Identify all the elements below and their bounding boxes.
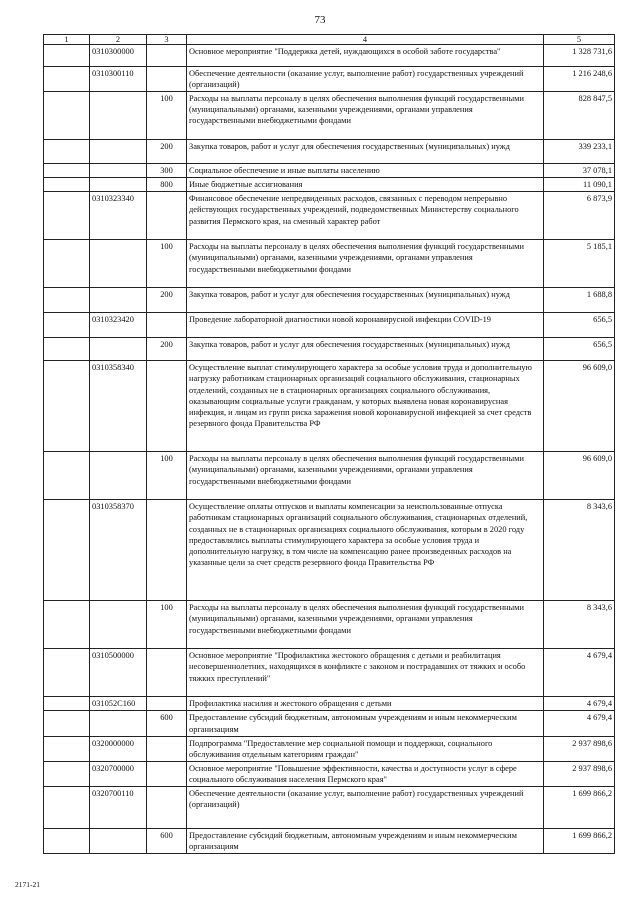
row-number-cell (44, 338, 90, 361)
expense-type-cell (147, 500, 187, 601)
target-code-cell (90, 338, 147, 361)
row-number-cell (44, 92, 90, 140)
target-code-cell (90, 140, 147, 164)
target-code-cell: 0310358370 (90, 500, 147, 601)
amount-cell: 6 873,9 (544, 192, 615, 240)
table-row (44, 736, 615, 761)
target-code-cell: 0320700110 (90, 787, 147, 829)
expense-type-cell (147, 313, 187, 338)
amount-cell: 828 847,5 (544, 92, 615, 140)
expense-type-cell: 600 (147, 829, 187, 854)
table-body (44, 45, 615, 854)
row-number-cell (44, 829, 90, 854)
amount-cell: 8 343,6 (544, 500, 615, 601)
header-col-2: 2 (90, 35, 147, 45)
row-number-cell (44, 601, 90, 649)
target-code-cell (90, 452, 147, 500)
row-number-cell (44, 500, 90, 601)
description-cell: Финансовое обеспечение непредвиденных расходов, связанных с переводом непрерывно действующих государственных учреждений, подведомственных Министерству социального развития Пермского края, на сменный характер работ (187, 192, 544, 240)
table-row (44, 140, 615, 164)
expense-type-cell: 100 (147, 92, 187, 140)
expense-type-cell (147, 787, 187, 829)
target-code-cell: 0310300000 (90, 45, 147, 67)
row-number-cell (44, 361, 90, 452)
table-row (44, 452, 615, 500)
amount-cell: 2 937 898,6 (544, 761, 615, 786)
description-cell: Обеспечение деятельности (оказание услуг, выполнение работ) государственных учреждений (организаций) (187, 67, 544, 92)
description-cell: Предоставление субсидий бюджетным, автономным учреждениям и иным некоммерческим организациям (187, 711, 544, 736)
table-row (44, 164, 615, 178)
row-number-cell (44, 697, 90, 711)
expense-type-cell: 100 (147, 240, 187, 288)
row-number-cell (44, 288, 90, 313)
row-number-cell (44, 649, 90, 697)
description-cell: Основное мероприятие "Повышение эффективности, качества и доступности услуг в сфере социального обслуживания населения Пермского края" (187, 761, 544, 786)
table-row (44, 649, 615, 697)
amount-cell: 96 609,0 (544, 361, 615, 452)
description-cell: Проведение лабораторной диагностики новой коронавирусной инфекции COVID-19 (187, 313, 544, 338)
row-number-cell (44, 164, 90, 178)
expense-type-cell (147, 361, 187, 452)
footer-code: 2171-21 (15, 880, 40, 889)
description-cell: Социальное обеспечение и иные выплаты населению (187, 164, 544, 178)
expense-type-cell: 100 (147, 601, 187, 649)
target-code-cell: 0310500000 (90, 649, 147, 697)
amount-cell: 339 233,1 (544, 140, 615, 164)
table-row (44, 697, 615, 711)
amount-cell: 96 609,0 (544, 452, 615, 500)
target-code-cell: 0310300110 (90, 67, 147, 92)
header-col-4: 4 (187, 35, 544, 45)
header-col-5: 5 (544, 35, 615, 45)
description-cell: Основное мероприятие "Профилактика жестокого обращения с детьми и реабилитация несовершеннолетних, находящихся в конфликте с законом и пострадавших от тяжких и особо тяжких преступлений" (187, 649, 544, 697)
table-row (44, 711, 615, 736)
expense-type-cell: 600 (147, 711, 187, 736)
table-row (44, 192, 615, 240)
target-code-cell (90, 601, 147, 649)
header-col-1: 1 (44, 35, 90, 45)
description-cell: Подпрограмма "Предоставление мер социальной помощи и поддержки, социального обслуживания отдельным категориям граждан" (187, 736, 544, 761)
table-row (44, 288, 615, 313)
row-number-cell (44, 787, 90, 829)
page-number: 73 (314, 14, 326, 26)
table-row (44, 500, 615, 601)
description-cell: Иные бюджетные ассигнования (187, 178, 544, 192)
row-number-cell (44, 711, 90, 736)
description-cell: Расходы на выплаты персоналу в целях обеспечения выполнения функций государственными (муниципальными) органами, казенными учреждениями, органами управления государственными внебюджетными фондами (187, 601, 544, 649)
description-cell: Расходы на выплаты персоналу в целях обеспечения выполнения функций государственными (муниципальными) органами, казенными учреждениями, органами управления государственными внебюджетными фондами (187, 240, 544, 288)
amount-cell: 656,5 (544, 338, 615, 361)
row-number-cell (44, 452, 90, 500)
table-row (44, 338, 615, 361)
expense-type-cell (147, 649, 187, 697)
amount-cell: 2 937 898,6 (544, 736, 615, 761)
row-number-cell (44, 45, 90, 67)
target-code-cell (90, 288, 147, 313)
table-row (44, 787, 615, 829)
expense-type-cell (147, 736, 187, 761)
row-number-cell (44, 761, 90, 786)
expense-type-cell (147, 761, 187, 786)
target-code-cell: 0310323340 (90, 192, 147, 240)
expense-type-cell: 800 (147, 178, 187, 192)
row-number-cell (44, 67, 90, 92)
table-row (44, 67, 615, 92)
table-row (44, 92, 615, 140)
description-cell: Расходы на выплаты персоналу в целях обеспечения выполнения функций государственными (муниципальными) органами, казенными учреждениями, органами управления государственными внебюджетными фондами (187, 92, 544, 140)
amount-cell: 37 078,1 (544, 164, 615, 178)
row-number-cell (44, 240, 90, 288)
amount-cell: 1 328 731,6 (544, 45, 615, 67)
expense-type-cell (147, 697, 187, 711)
target-code-cell: 031052С160 (90, 697, 147, 711)
amount-cell: 4 679,4 (544, 697, 615, 711)
target-code-cell: 0320700000 (90, 761, 147, 786)
description-cell: Закупка товаров, работ и услуг для обеспечения государственных (муниципальных) нужд (187, 140, 544, 164)
amount-cell: 1 688,8 (544, 288, 615, 313)
target-code-cell (90, 164, 147, 178)
expense-type-cell (147, 67, 187, 92)
expense-type-cell: 100 (147, 452, 187, 500)
amount-cell: 656,5 (544, 313, 615, 338)
target-code-cell (90, 829, 147, 854)
row-number-cell (44, 140, 90, 164)
description-cell: Расходы на выплаты персоналу в целях обеспечения выполнения функций государственными (муниципальными) органами, казенными учреждениями, органами управления государственными внебюджетными фондами (187, 452, 544, 500)
expense-type-cell (147, 45, 187, 67)
target-code-cell: 0320000000 (90, 736, 147, 761)
description-cell: Закупка товаров, работ и услуг для обеспечения государственных (муниципальных) нужд (187, 288, 544, 313)
expense-type-cell: 300 (147, 164, 187, 178)
table-row (44, 829, 615, 854)
expense-type-cell (147, 192, 187, 240)
target-code-cell (90, 711, 147, 736)
amount-cell: 1 699 866,2 (544, 829, 615, 854)
description-cell: Основное мероприятие "Поддержка детей, нуждающихся в особой заботе государства" (187, 45, 544, 67)
amount-cell: 8 343,6 (544, 601, 615, 649)
table-row (44, 45, 615, 67)
description-cell: Профилактика насилия и жестокого обращения с детьми (187, 697, 544, 711)
table-row (44, 761, 615, 786)
description-cell: Закупка товаров, работ и услуг для обеспечения государственных (муниципальных) нужд (187, 338, 544, 361)
target-code-cell: 0310323420 (90, 313, 147, 338)
table-row (44, 361, 615, 452)
target-code-cell (90, 92, 147, 140)
amount-cell: 11 090,1 (544, 178, 615, 192)
row-number-cell (44, 313, 90, 338)
row-number-cell (44, 192, 90, 240)
budget-table (43, 34, 615, 854)
table-row (44, 178, 615, 192)
description-cell: Осуществление выплат стимулирующего характера за особые условия труда и дополнительную нагрузку работникам стационарных организаций социального обслуживания, стационарных отделений, созданных не в стационарных организациях социального обслуживания, оказывающим социальные услуги гражданам, у которых выявлена новая коронавирусная инфекция, и лицам из групп риска заражения новой коронавирусной инфекцией за счет средств резервного фонда Правительства РФ (187, 361, 544, 452)
table-row (44, 313, 615, 338)
description-cell: Обеспечение деятельности (оказание услуг, выполнение работ) государственных учреждений (организаций) (187, 787, 544, 829)
target-code-cell (90, 178, 147, 192)
row-number-cell (44, 736, 90, 761)
description-cell: Осуществление оплаты отпусков и выплаты компенсации за неиспользованные отпуска работникам стационарных организаций социального обслуживания, стационарных отделений, созданных не в стационарных организациях социального обслуживания, которым в 2020 году предоставлялись выплаты стимулирующего характера за особые условия труда и дополнительную нагрузку, в том числе на компенсацию ранее произведенных расходов на указанные цели за счет средств резервного фонда Правительства РФ (187, 500, 544, 601)
table-header (44, 35, 615, 45)
amount-cell: 5 185,1 (544, 240, 615, 288)
amount-cell: 1 699 866,2 (544, 787, 615, 829)
header-col-3: 3 (147, 35, 187, 45)
expense-type-cell: 200 (147, 140, 187, 164)
target-code-cell: 0310358340 (90, 361, 147, 452)
table-row (44, 240, 615, 288)
amount-cell: 4 679,4 (544, 649, 615, 697)
amount-cell: 1 216 248,6 (544, 67, 615, 92)
description-cell: Предоставление субсидий бюджетным, автономным учреждениям и иным некоммерческим организациям (187, 829, 544, 854)
target-code-cell (90, 240, 147, 288)
expense-type-cell: 200 (147, 288, 187, 313)
table-row (44, 601, 615, 649)
amount-cell: 4 679,4 (544, 711, 615, 736)
expense-type-cell: 200 (147, 338, 187, 361)
row-number-cell (44, 178, 90, 192)
